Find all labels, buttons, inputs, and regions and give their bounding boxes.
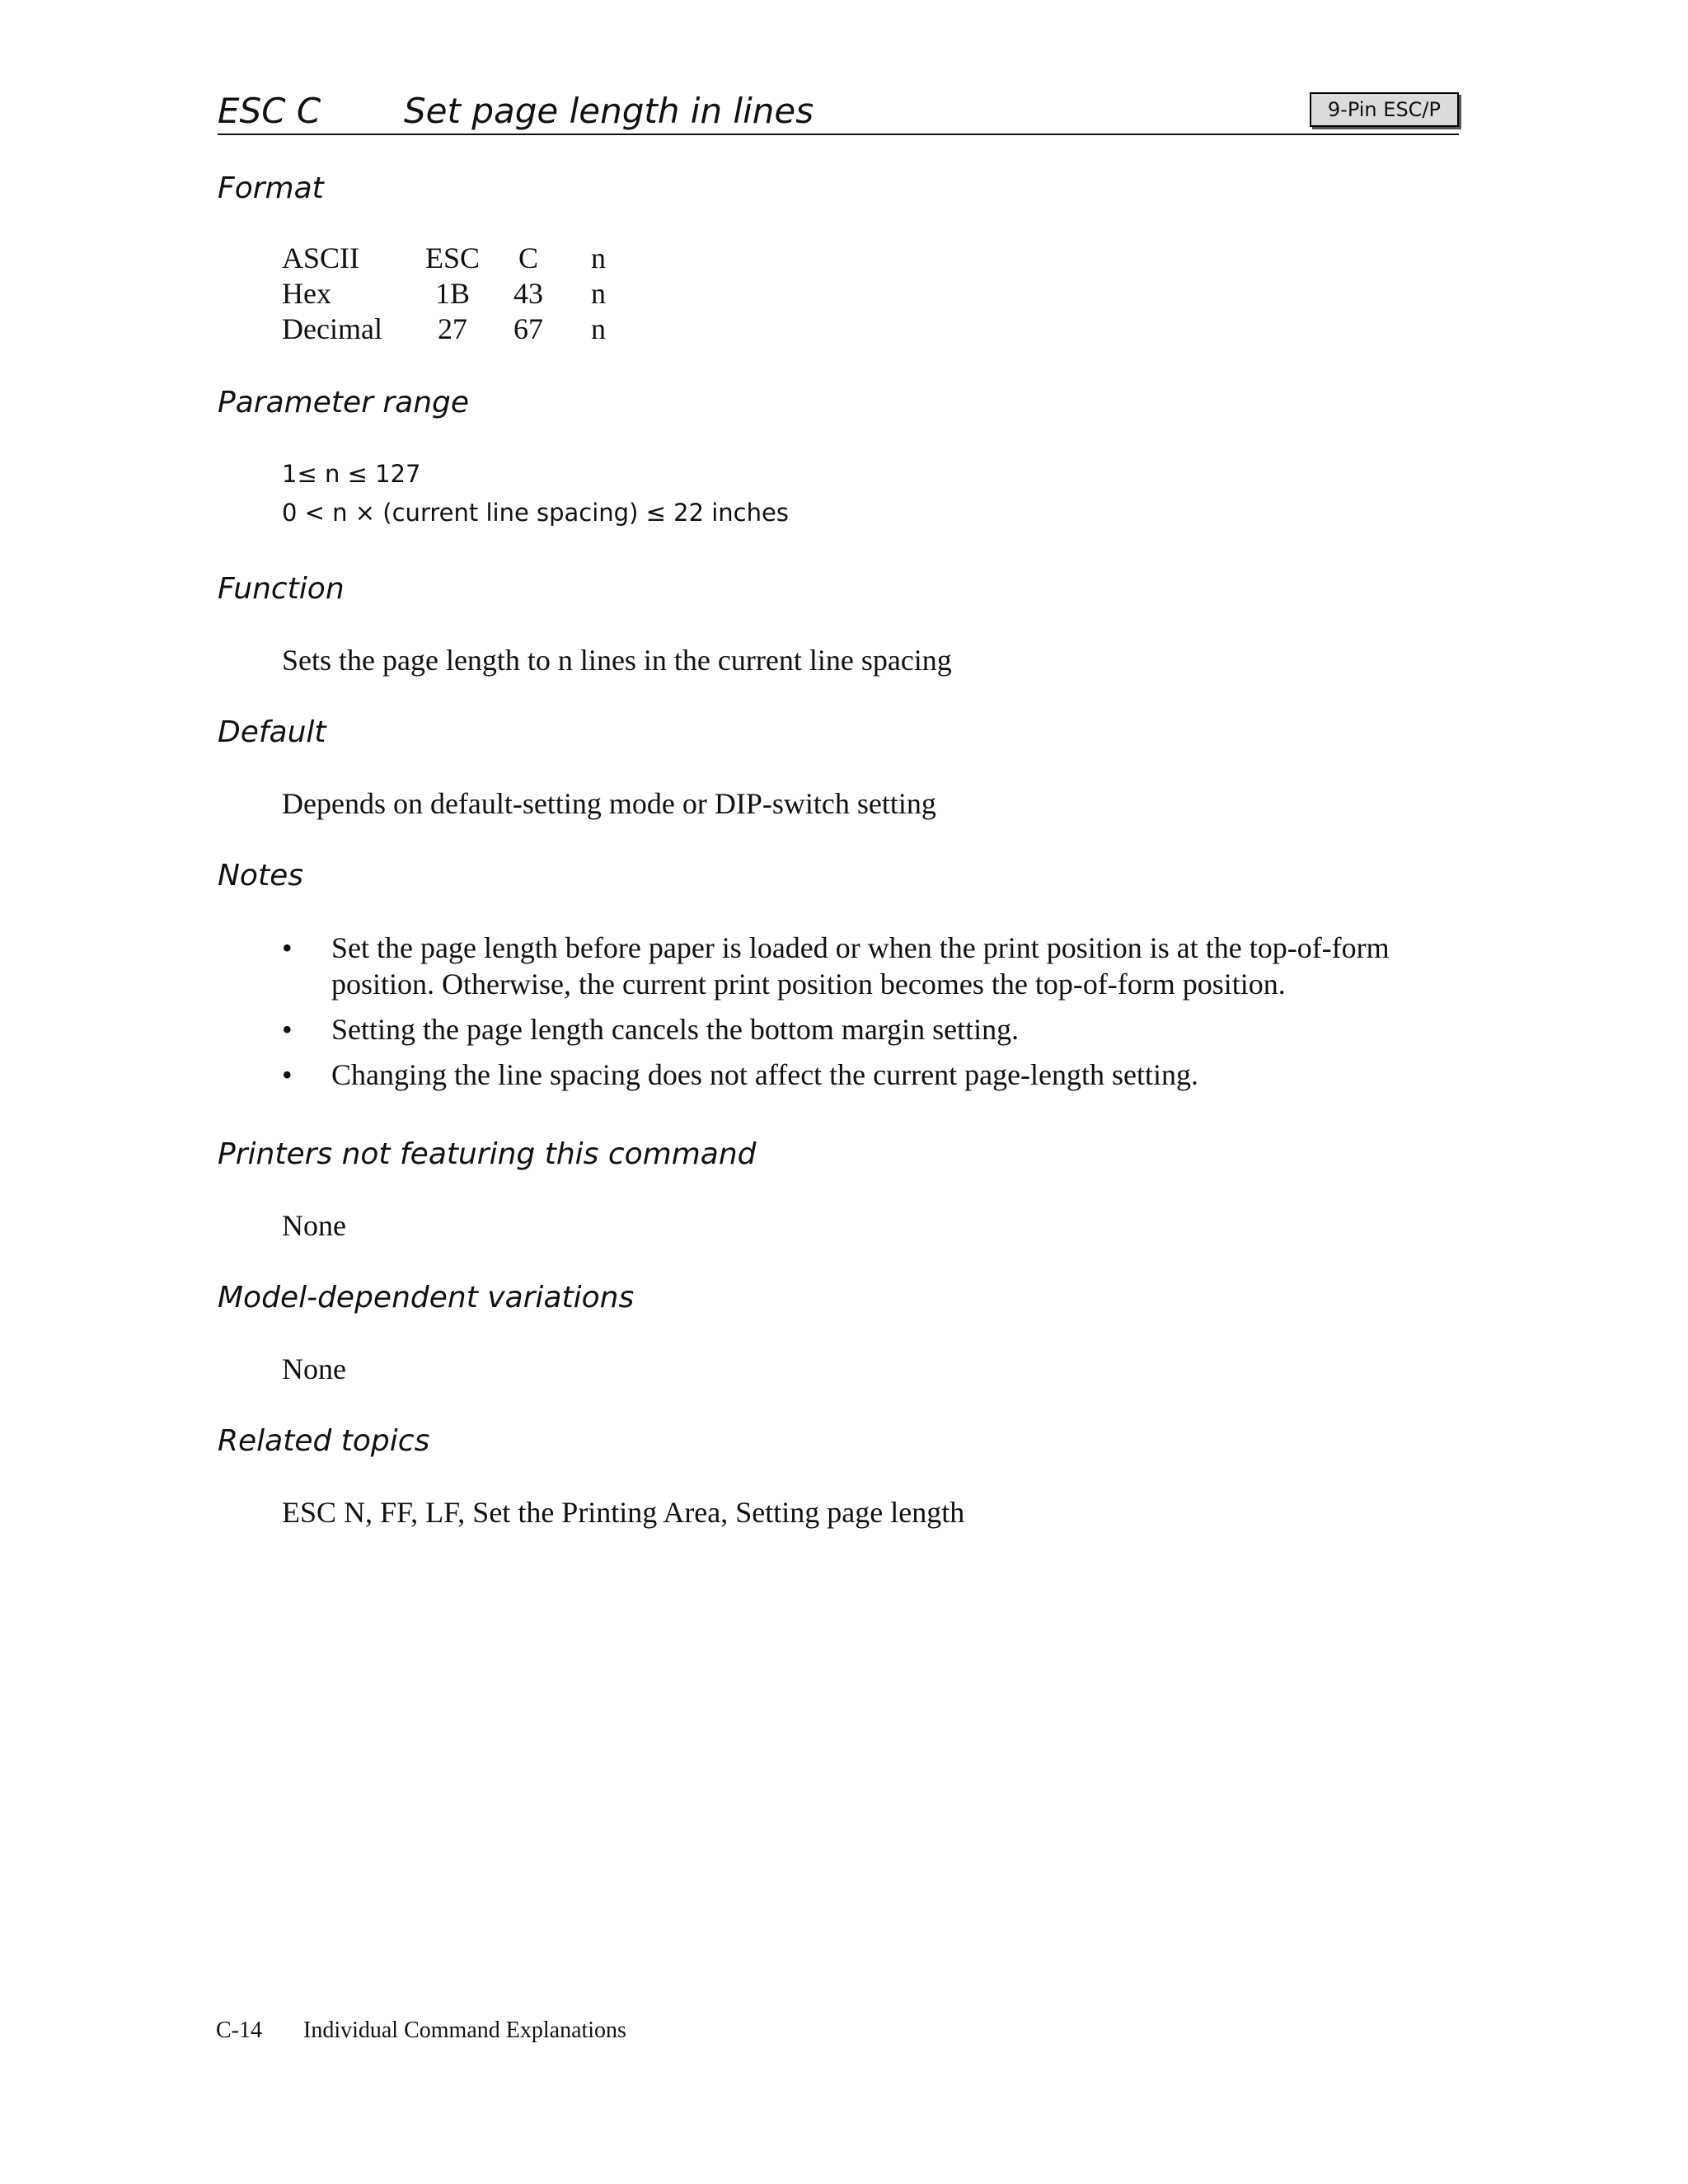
default-heading: Default xyxy=(218,715,326,749)
format-cell: 67 xyxy=(513,312,543,345)
page-number: C-14 xyxy=(216,2018,262,2043)
note-item xyxy=(282,1057,1461,1093)
format-row-hex xyxy=(282,276,623,312)
model-variations-text: None xyxy=(282,1352,346,1385)
function-heading: Function xyxy=(218,572,345,606)
format-cell: Hex xyxy=(282,277,331,310)
model-variations-heading: Model-dependent variations xyxy=(218,1281,635,1315)
page-footer xyxy=(216,2018,626,2044)
format-heading: Format xyxy=(218,171,324,205)
note-text: Changing the line spacing does not affect the current page-length setting. xyxy=(331,1058,1199,1091)
format-cell: n xyxy=(591,312,606,345)
notes-list xyxy=(282,930,1461,1093)
parameter-range-line: 1≤ n ≤ 127 xyxy=(282,460,421,488)
printers-not-featuring-heading: Printers not featuring this command xyxy=(218,1137,757,1171)
function-text: Sets the page length to n lines in the current line spacing xyxy=(282,644,952,677)
format-cell: C xyxy=(518,241,538,274)
command-title: Set page length in lines xyxy=(404,91,814,131)
note-text: Set the page length before paper is loaded or when the print position is at the top-of-form position. Otherwise, the current print position becomes the top-of-form position. xyxy=(331,931,1390,1001)
note-item xyxy=(282,930,1461,1002)
printers-not-featuring-text: None xyxy=(282,1209,346,1242)
default-text: Depends on default-setting mode or DIP-switch setting xyxy=(282,787,936,820)
format-cell: 1B xyxy=(434,277,470,310)
format-cell: 43 xyxy=(513,277,543,310)
related-topics-heading: Related topics xyxy=(218,1424,430,1458)
bullet-icon: • xyxy=(282,1058,293,1091)
bullet-icon: • xyxy=(282,1013,293,1046)
format-cell: ASCII xyxy=(282,241,360,274)
format-cell: n xyxy=(591,277,606,310)
note-item xyxy=(282,1011,1461,1047)
header-rule xyxy=(218,134,1459,135)
format-cell: 27 xyxy=(438,312,467,345)
format-cell: Decimal xyxy=(282,312,382,345)
bullet-icon: • xyxy=(282,931,293,964)
format-row-decimal xyxy=(282,312,623,347)
format-cell: ESC xyxy=(424,241,481,274)
parameter-range-line: 0 < n × (current line spacing) ≤ 22 inches xyxy=(282,499,789,527)
printer-type-badge: 9-Pin ESC/P xyxy=(1310,92,1459,127)
page-header xyxy=(218,86,1459,137)
chapter-title: Individual Command Explanations xyxy=(303,2018,626,2043)
related-topics-text: ESC N, FF, LF, Set the Printing Area, Setting page length xyxy=(282,1496,965,1529)
parameter-range-heading: Parameter range xyxy=(218,386,470,419)
format-row-ascii xyxy=(282,241,623,276)
command-name: ESC C xyxy=(218,91,321,131)
note-text: Setting the page length cancels the bottom margin setting. xyxy=(331,1013,1020,1046)
notes-heading: Notes xyxy=(218,859,303,893)
format-cell: n xyxy=(591,241,606,274)
format-table xyxy=(282,241,623,347)
